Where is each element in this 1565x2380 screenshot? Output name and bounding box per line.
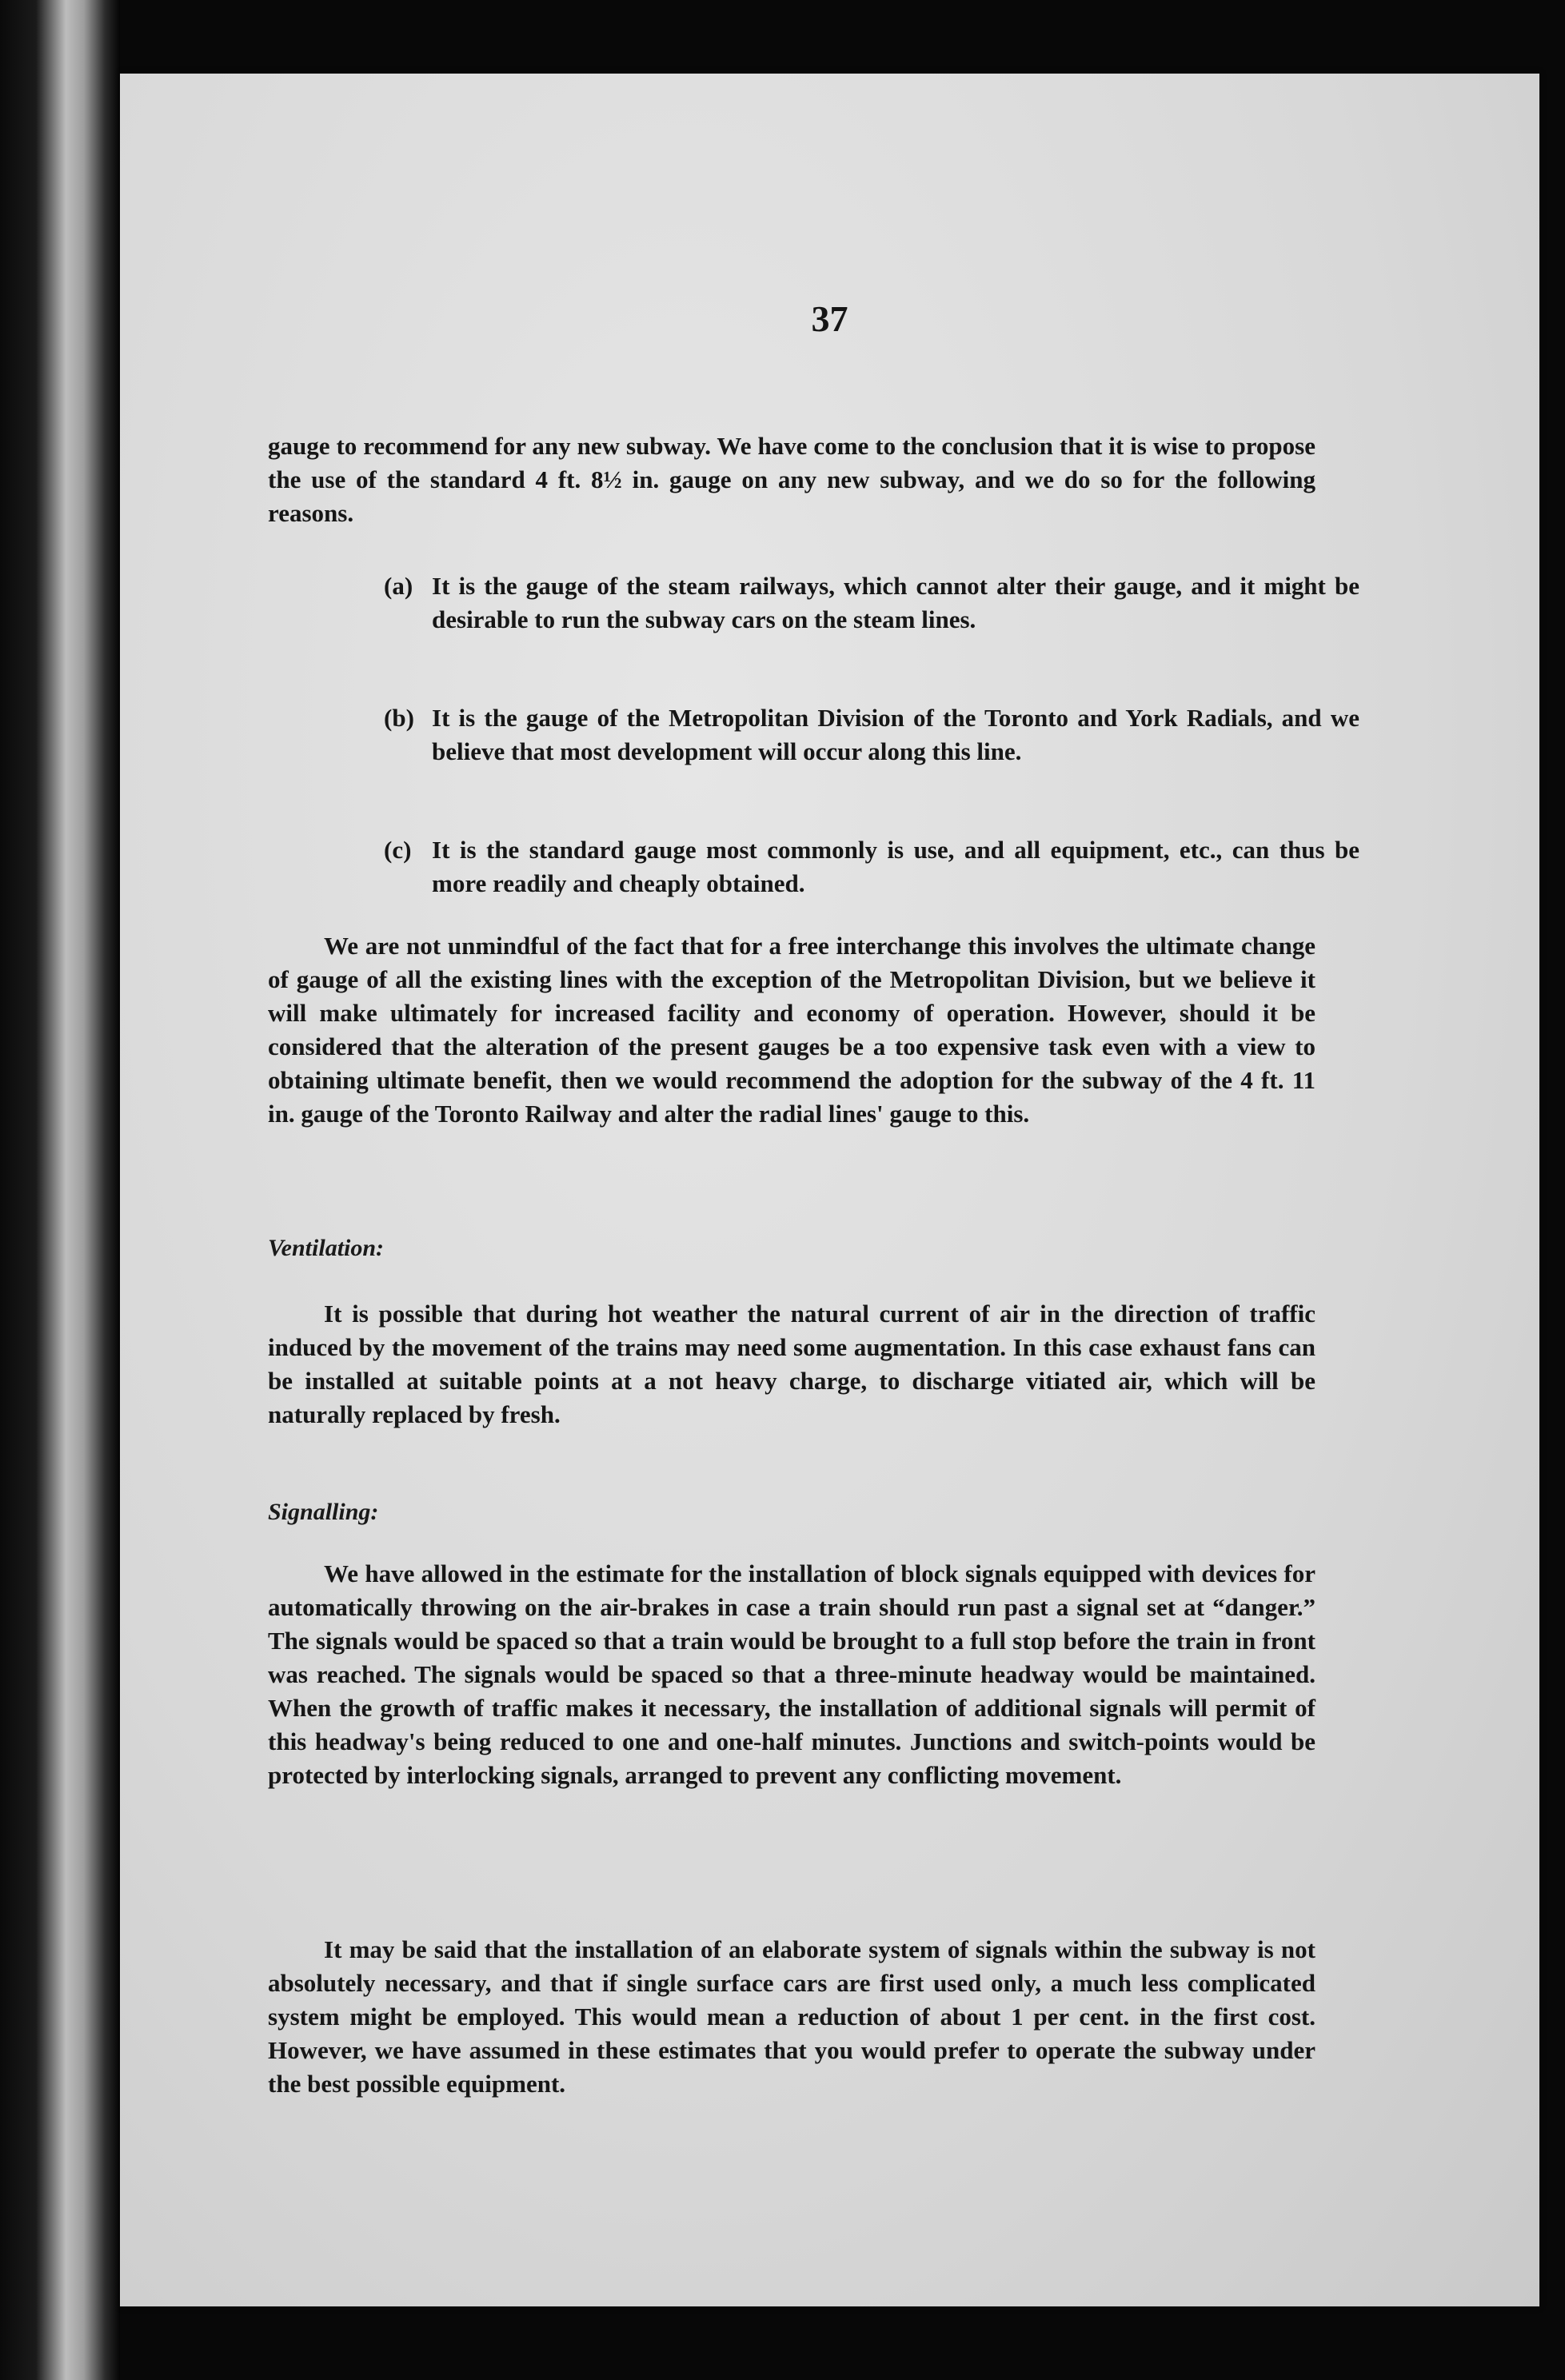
final-paragraph: It may be said that the installation of an elaborate system of signals within the subway is not absolutely necessary, and that if single surface cars are first used only, a much less complicated system might be employed. This would mean a reduction of about 1 per cent. in the first cost. However, we have assumed in these estimates that you would prefer to operate the subway under the best possible equipment. — [268, 1935, 1315, 2098]
gauge-paragraph: We are not unmindful of the fact that for a free interchange this involves the ultimate change of gauge of all the existing lines with the exception of the Metropolitan Division, but we believe it will make ultimately for increased facility and economy of operation. However, should it be considered that the alteration of the present gauges be a too expensive task even with a view to obtaining ultimate benefit, then we would recommend the adoption for the subway of the 4 ft. 11 in. gauge of the Toronto Railway and alter the radial lines' gauge to this. — [268, 932, 1315, 1128]
ventilation-paragraph: It is possible that during hot weather the natural current of air in the direction of traffic induced by the movement of the trains may need some augmentation. In this case exhaust fans can be installed at suitable points at a not heavy charge, to discharge vitiated air, which will be naturally replaced by fresh. — [268, 1300, 1315, 1428]
ventilation-heading: Ventilation: — [268, 1235, 385, 1261]
reason-a — [384, 569, 1359, 637]
reason-c-text: It is the standard gauge most commonly is use, and all equipment, etc., can thus be more readily and cheaply obtained. — [432, 836, 1359, 897]
reason-a-text: It is the gauge of the steam railways, which cannot alter their gauge, and it might be desirable to run the subway cars on the steam lines. — [432, 572, 1359, 633]
reason-b-marker: (b) — [384, 704, 414, 732]
reason-c — [384, 833, 1359, 900]
page-number: 37 — [811, 298, 848, 339]
reason-b — [384, 701, 1359, 769]
signalling-heading: Signalling: — [268, 1499, 379, 1525]
reason-b-text: It is the gauge of the Metropolitan Division of the Toronto and York Radials, and we believe that most development will occur along this line. — [432, 704, 1359, 765]
reason-a-marker: (a) — [384, 572, 413, 600]
film-edge — [0, 0, 120, 2380]
signalling-paragraph: We have allowed in the estimate for the installation of block signals equipped with devices for automatically throwing on the air-brakes in case a train should run past a signal set at “danger.” The signals would be spaced so that a train would be brought to a full stop before the train in front was reached. The signals would be spaced so that a three-minute headway would be maintained. When the growth of traffic makes it necessary, the installation of additional signals will permit of this headway's being reduced to one and one-half minutes. Junctions and switch-points would be protected by interlocking signals, arranged to prevent any conflicting movement. — [268, 1559, 1315, 1789]
reason-c-marker: (c) — [384, 836, 412, 864]
document-page — [120, 74, 1539, 2306]
intro-paragraph: gauge to recommend for any new subway. We have come to the conclusion that it is wise to propose the use of the standard 4 ft. 8½ in. gauge on any new subway, and we do so for the following reasons. — [268, 432, 1315, 527]
